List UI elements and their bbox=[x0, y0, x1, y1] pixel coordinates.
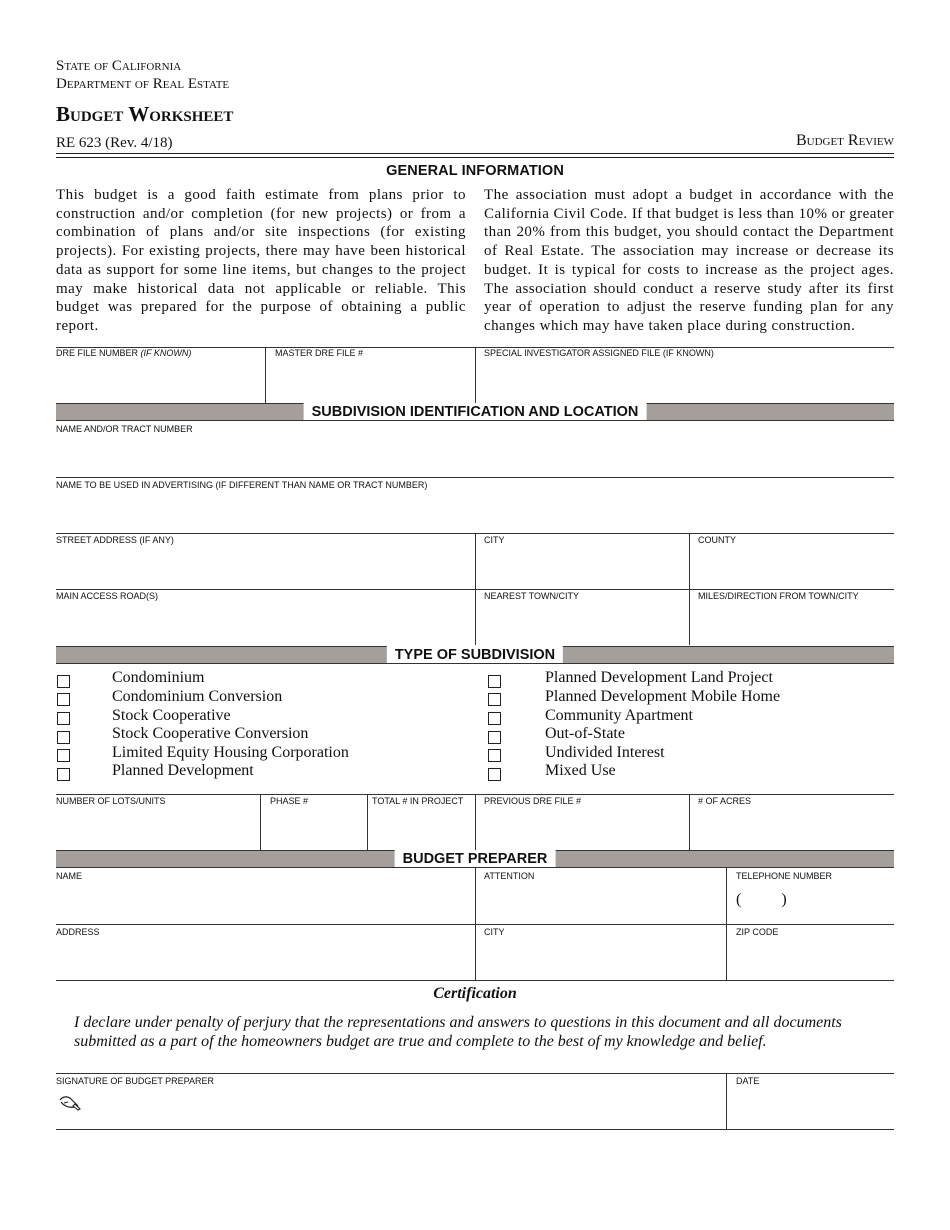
miles-direction-input[interactable] bbox=[694, 605, 894, 643]
checkbox-community-apartment[interactable] bbox=[488, 712, 501, 725]
type-band bbox=[56, 646, 894, 664]
telephone-input[interactable] bbox=[800, 888, 894, 918]
preparer-address-input[interactable] bbox=[58, 941, 474, 979]
advertising-name-label: NAME TO BE USED IN ADVERTISING (IF DIFFERENT THAN NAME OR TRACT NUMBER) bbox=[56, 480, 428, 490]
preparer-band bbox=[56, 850, 894, 868]
header-divider-2 bbox=[56, 157, 894, 158]
checkbox-stock-cooperative[interactable] bbox=[57, 712, 70, 725]
county-label: COUNTY bbox=[698, 535, 736, 545]
header-divider bbox=[56, 153, 894, 154]
zip-code-label: ZIP CODE bbox=[736, 927, 779, 937]
option-limited-equity: Limited Equity Housing Corporation bbox=[112, 744, 349, 761]
signature-row-bottom bbox=[56, 1129, 894, 1130]
general-info-left: This budget is a good faith estimate from plans prior to construction and/or completion (for new projects) or from a combination of plans and/or site inspections (for existing projects). For existing projects, there may have been historical data as support for some line items, but changes to the project may make historical data not applicable or reliable. This budget was prepared for the purpose of obtaining a public report. bbox=[56, 187, 466, 334]
lots-units-input[interactable] bbox=[58, 810, 258, 848]
option-undivided-interest: Undivided Interest bbox=[545, 744, 665, 761]
signature-divider bbox=[726, 1073, 727, 1129]
file-row-divider-1 bbox=[265, 347, 266, 403]
preparer-name-label: NAME bbox=[56, 871, 83, 881]
checkbox-condominium[interactable] bbox=[57, 675, 70, 688]
checkbox-pd-land-project[interactable] bbox=[488, 675, 501, 688]
lots-divider-2 bbox=[367, 794, 368, 850]
street-address-input[interactable] bbox=[58, 549, 474, 587]
dre-file-input[interactable] bbox=[58, 362, 262, 400]
city-label: CITY bbox=[484, 535, 505, 545]
dre-file-label-hint: (IF KNOWN) bbox=[140, 348, 192, 358]
option-condominium-conversion: Condominium Conversion bbox=[112, 688, 283, 705]
general-info-right: The association must adopt a budget in accordance with the California Civil Code. If that budget is less than 10% or greater than 20% from this budget, you should contact the Department of Real Estate. The association may increase or decrease its budget. It is typical for costs to increase as the project ages. The association should conduct a reserve study after its first year of operation to adjust the reserve funding plan for any changes which may have taken place during construction. bbox=[484, 187, 894, 334]
preparer-name-input[interactable] bbox=[58, 885, 474, 923]
file-row-divider-2 bbox=[475, 347, 476, 403]
street-address-label: STREET ADDRESS (IF ANY) bbox=[56, 535, 174, 545]
dre-file-label-text: DRE FILE NUMBER bbox=[56, 348, 141, 358]
access-road-input[interactable] bbox=[58, 605, 474, 643]
option-community-apartment: Community Apartment bbox=[545, 707, 693, 724]
tract-name-input[interactable] bbox=[58, 437, 894, 475]
zip-code-input[interactable] bbox=[732, 941, 894, 979]
signature-label: SIGNATURE OF BUDGET PREPARER bbox=[56, 1076, 215, 1086]
preparer-address-label: ADDRESS bbox=[56, 927, 100, 937]
option-condominium: Condominium bbox=[112, 669, 205, 686]
nearest-town-input[interactable] bbox=[480, 605, 689, 643]
preparer-city-label: CITY bbox=[484, 927, 505, 937]
certification-text: I declare under penalty of perjury that the representations and answers to questions in this document and all documents submitted as a part of the homeowners budget are true and complete to the best of my knowledge and belief. bbox=[74, 1014, 842, 1050]
signature-row-top bbox=[56, 1073, 894, 1074]
previous-file-label: PREVIOUS DRE FILE # bbox=[484, 796, 582, 806]
tract-row-bottom bbox=[56, 477, 894, 478]
checkbox-limited-equity[interactable] bbox=[57, 749, 70, 762]
total-in-project-label: TOTAL # IN PROJECT bbox=[372, 796, 464, 806]
agency-line-1: State of California bbox=[56, 58, 182, 74]
total-in-project-input[interactable] bbox=[372, 810, 474, 848]
review-label: Budget Review bbox=[795, 132, 894, 149]
address-divider-2 bbox=[689, 533, 690, 645]
preparer-row-bottom bbox=[56, 980, 894, 981]
type-title: TYPE OF SUBDIVISION bbox=[387, 646, 563, 663]
general-info-title: GENERAL INFORMATION bbox=[386, 163, 564, 179]
phase-input[interactable] bbox=[265, 810, 367, 848]
attention-label: ATTENTION bbox=[484, 871, 535, 881]
county-input[interactable] bbox=[694, 549, 894, 587]
pen-hand-icon-svg bbox=[58, 1094, 82, 1112]
lots-divider-3 bbox=[475, 794, 476, 850]
date-input[interactable] bbox=[732, 1090, 894, 1126]
checkbox-mixed-use[interactable] bbox=[488, 768, 501, 781]
checkbox-condominium-conversion[interactable] bbox=[57, 693, 70, 706]
investigator-input[interactable] bbox=[480, 362, 894, 400]
acres-input[interactable] bbox=[694, 810, 894, 848]
form-number: RE 623 (Rev. 4/18) bbox=[56, 135, 173, 151]
preparer-row-mid bbox=[56, 924, 894, 925]
agency-line-2: Department of Real Estate bbox=[56, 76, 230, 92]
option-out-of-state: Out-of-State bbox=[545, 725, 625, 742]
previous-file-input[interactable] bbox=[480, 810, 689, 848]
checkbox-planned-development[interactable] bbox=[57, 768, 70, 781]
date-label: DATE bbox=[736, 1076, 760, 1086]
master-file-input[interactable] bbox=[270, 362, 474, 400]
option-pd-mobile-home: Planned Development Mobile Home bbox=[545, 688, 781, 705]
investigator-label: SPECIAL INVESTIGATOR ASSIGNED FILE (IF KNOWN) bbox=[484, 348, 714, 358]
checkbox-pd-mobile-home[interactable] bbox=[488, 693, 501, 706]
access-road-label: MAIN ACCESS ROAD(S) bbox=[56, 591, 159, 601]
signature-input[interactable] bbox=[90, 1090, 724, 1126]
certification-title: Certification bbox=[433, 985, 517, 1002]
option-stock-cooperative: Stock Cooperative bbox=[112, 707, 231, 724]
nearest-town-label: NEAREST TOWN/CITY bbox=[484, 591, 580, 601]
option-stock-cooperative-conversion: Stock Cooperative Conversion bbox=[112, 725, 309, 742]
address-divider-1 bbox=[475, 533, 476, 645]
pen-hand-icon[interactable] bbox=[58, 1094, 82, 1112]
tract-name-label: NAME AND/OR TRACT NUMBER bbox=[56, 424, 193, 434]
master-file-label: MASTER DRE FILE # bbox=[275, 348, 364, 358]
dre-file-label bbox=[56, 348, 191, 358]
acres-label: # OF ACRES bbox=[698, 796, 752, 806]
checkbox-undivided-interest[interactable] bbox=[488, 749, 501, 762]
checkbox-out-of-state[interactable] bbox=[488, 731, 501, 744]
checkbox-stock-cooperative-conversion[interactable] bbox=[57, 731, 70, 744]
phase-label: PHASE # bbox=[270, 796, 309, 806]
option-planned-development: Planned Development bbox=[112, 762, 254, 779]
advertising-name-input[interactable] bbox=[58, 493, 894, 531]
preparer-title: BUDGET PREPARER bbox=[395, 850, 556, 867]
city-input[interactable] bbox=[480, 549, 689, 587]
option-pd-land-project: Planned Development Land Project bbox=[545, 669, 773, 686]
form-title: Budget Worksheet bbox=[56, 102, 234, 126]
lots-units-label: NUMBER OF LOTS/UNITS bbox=[56, 796, 166, 806]
subdivision-band bbox=[56, 403, 894, 421]
preparer-city-input[interactable] bbox=[480, 941, 724, 979]
subdivision-title: SUBDIVISION IDENTIFICATION AND LOCATION bbox=[304, 403, 647, 420]
attention-input[interactable] bbox=[480, 885, 724, 923]
lots-divider-4 bbox=[689, 794, 690, 850]
lots-divider-1 bbox=[260, 794, 261, 850]
miles-direction-label: MILES/DIRECTION FROM TOWN/CITY bbox=[698, 591, 859, 601]
option-mixed-use: Mixed Use bbox=[545, 762, 616, 779]
telephone-label: TELEPHONE NUMBER bbox=[736, 871, 833, 881]
telephone-area-code: ( ) bbox=[736, 891, 787, 908]
